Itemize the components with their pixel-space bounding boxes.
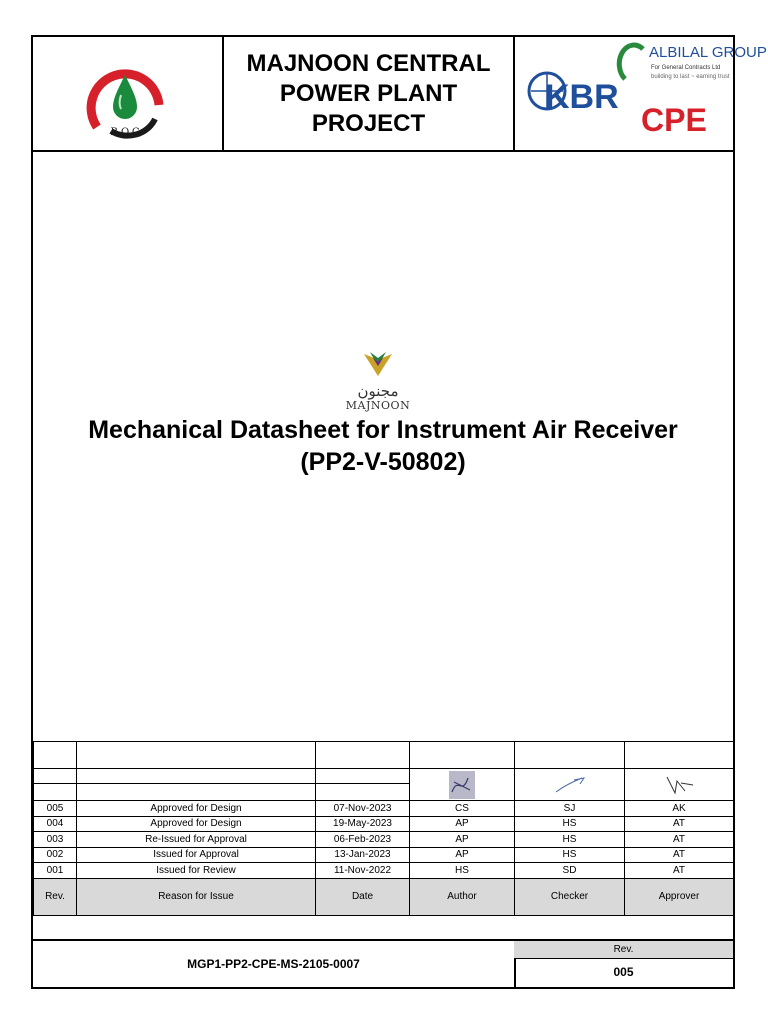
checker-signature <box>515 769 625 801</box>
majnoon-text: MAJNOON <box>345 399 411 412</box>
revision-table <box>33 741 734 916</box>
project-title: MAJNOON CENTRAL POWER PLANT PROJECT <box>246 49 491 137</box>
table-header-row <box>34 878 734 915</box>
contractor-logos-cell <box>515 35 767 152</box>
approver-signature <box>625 769 734 801</box>
document-title-line1: Mechanical Datasheet for Instrument Air Receiver <box>88 416 678 444</box>
table-row <box>34 769 734 784</box>
boc-text: B.O.C <box>110 127 140 138</box>
header-reason: Reason for Issue <box>77 878 316 915</box>
majnoon-arabic: مجنون <box>357 382 399 400</box>
client-logo-cell <box>31 35 224 152</box>
table-row: 003 Re-Issued for Approval 06-Feb-2023 AP HS AT <box>34 832 734 848</box>
albilal-sub2: building to last ~ earning trust <box>651 74 730 80</box>
boc-arabic: شركة نفط البصرة <box>98 51 152 59</box>
table-row: 004 Approved for Design 19-May-2023 AP HS AT <box>34 816 734 832</box>
kbr-text: KBR <box>545 78 619 116</box>
table-row <box>34 742 734 769</box>
document-title-line2: (PP2-V-50802) <box>300 448 466 476</box>
project-title-cell <box>224 35 515 152</box>
table-row: 002 Issued for Approval 13-Jan-2023 AP HS AT <box>34 847 734 863</box>
table-row: 001 Issued for Review 11-Nov-2022 HS SD AT <box>34 863 734 879</box>
majnoon-logo <box>338 350 418 416</box>
rev-label: Rev. <box>514 941 733 959</box>
majnoon-emblem-icon <box>360 350 396 378</box>
header-divider <box>31 150 735 152</box>
header-rev: Rev. <box>34 878 77 915</box>
header <box>31 35 767 152</box>
rev-value: 005 <box>613 965 634 979</box>
albilal-sub1: For General Contracts Ltd <box>651 65 721 71</box>
albilal-logo <box>619 39 767 99</box>
cpe-logo <box>639 97 709 141</box>
kbr-logo <box>525 61 617 131</box>
boc-logo <box>31 35 224 152</box>
document-number: MGP1-PP2-CPE-MS-2105-0007 <box>33 941 516 987</box>
cpe-text: CPE <box>641 102 707 138</box>
table-spacer <box>33 922 733 941</box>
header-approver: Approver <box>625 878 734 915</box>
signature-stamp-icon <box>448 770 476 800</box>
header-author: Author <box>410 878 515 915</box>
header-checker: Checker <box>515 878 625 915</box>
footer <box>33 941 733 987</box>
signature-icon <box>659 773 699 797</box>
document-title <box>31 414 735 478</box>
albilal-text: ALBILAL GROUP <box>649 44 767 61</box>
signature-icon <box>550 774 590 796</box>
table-row: 005 Approved for Design 07-Nov-2023 CS SJ AK <box>34 801 734 817</box>
header-date: Date <box>316 878 410 915</box>
author-signature <box>410 769 515 801</box>
